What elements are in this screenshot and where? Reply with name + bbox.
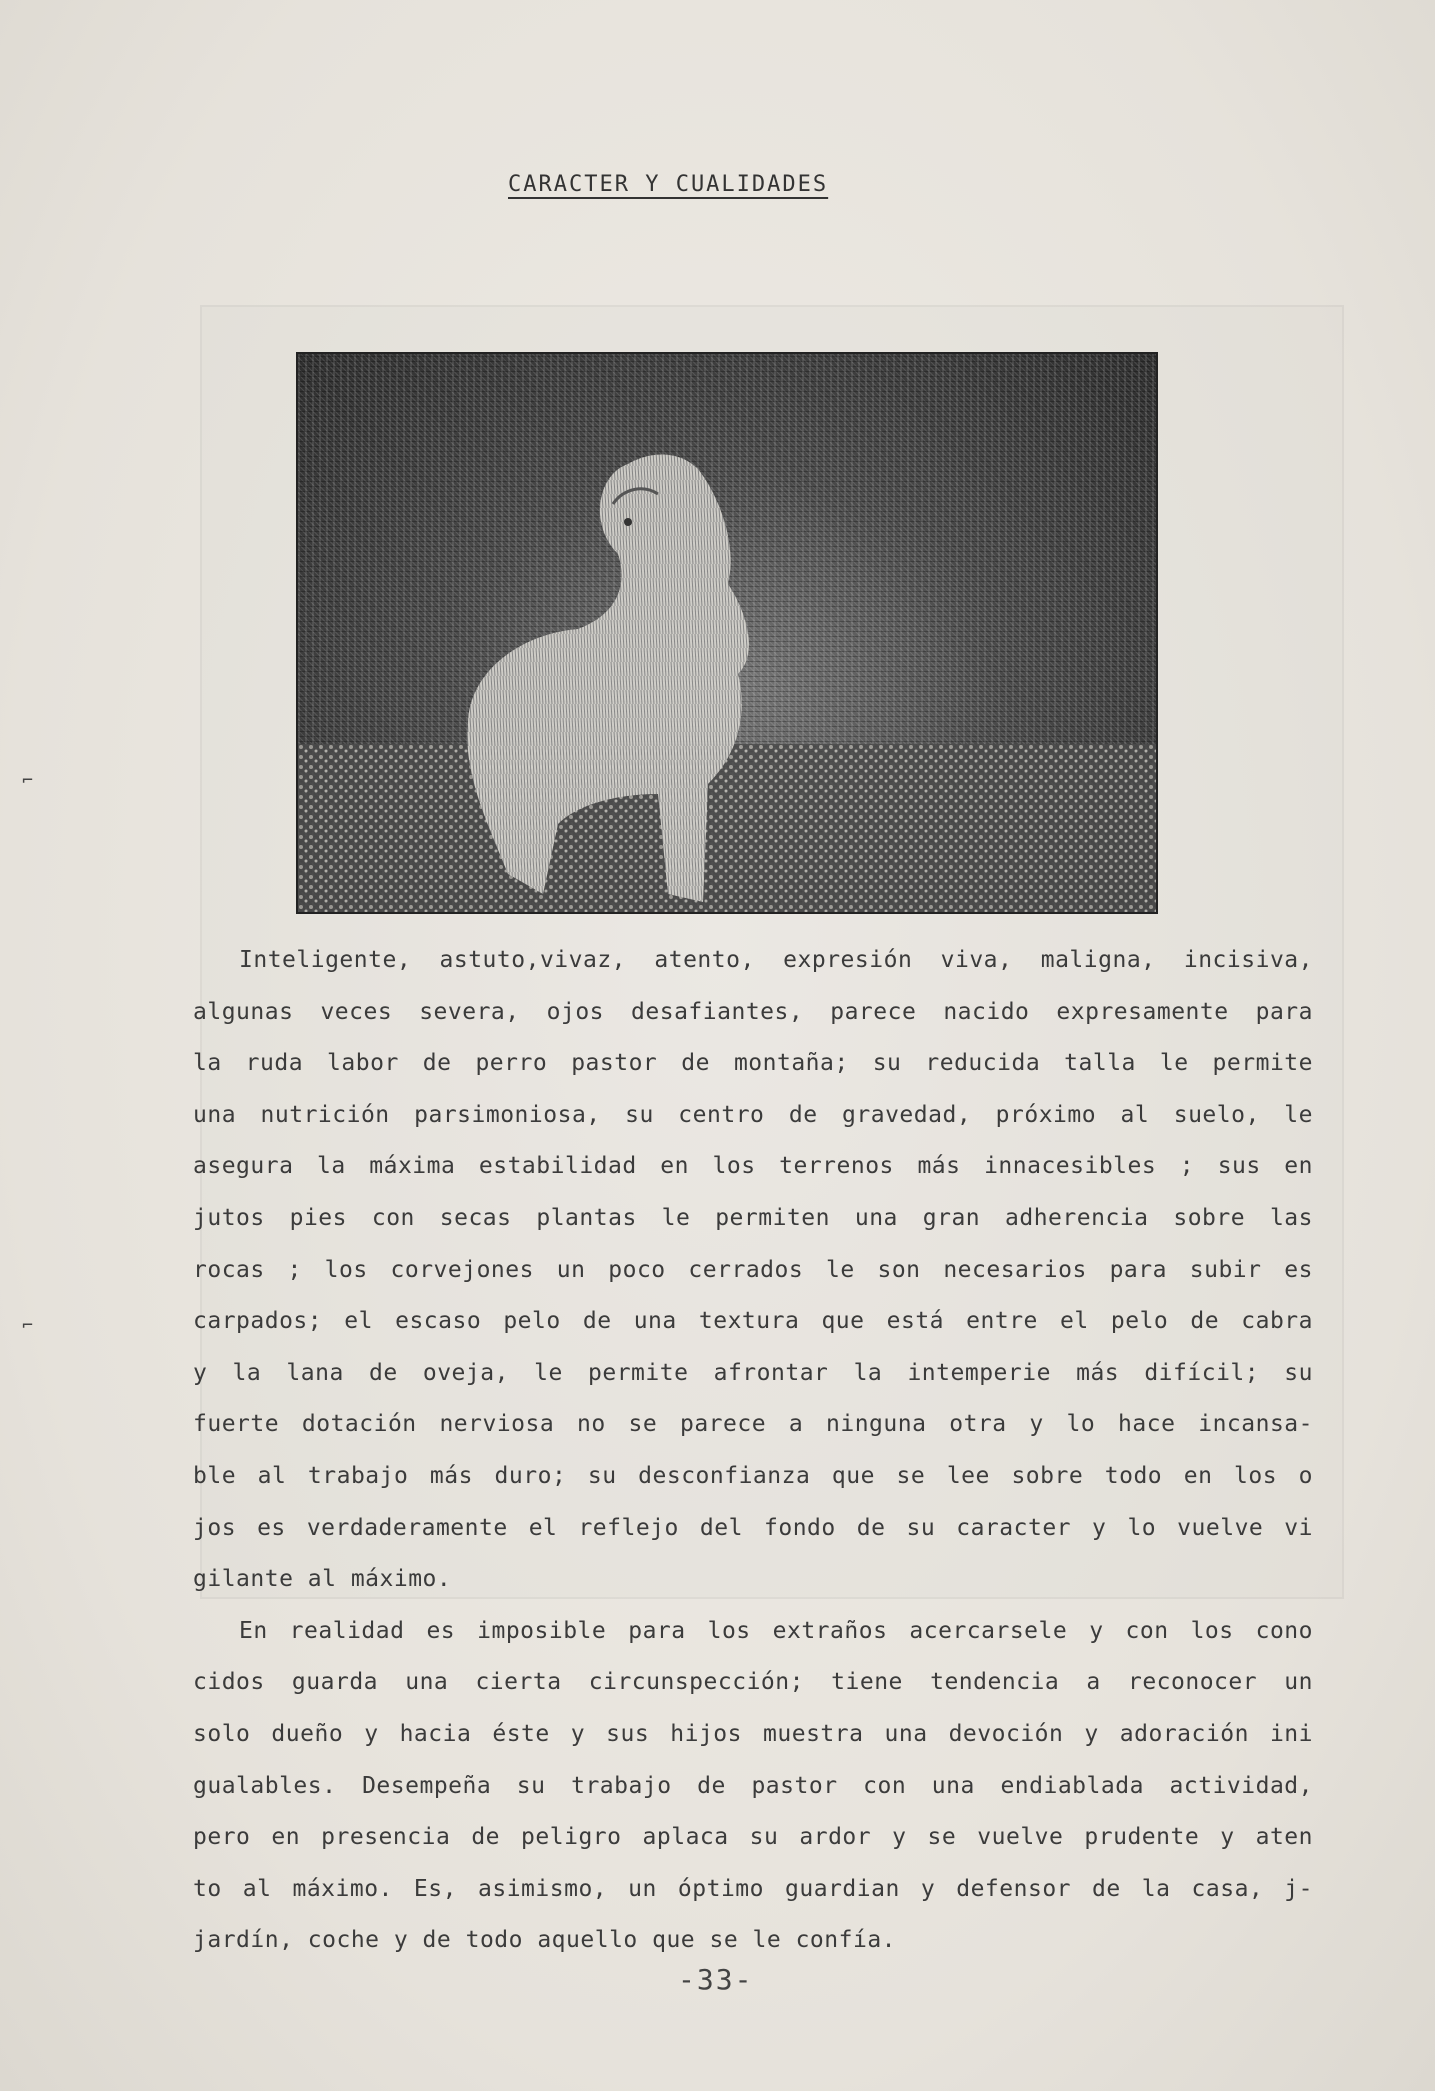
page-number: -33-: [678, 1963, 754, 1996]
text-line: la ruda labor de perro pastor de montaña; su reducida talla le permite: [193, 1050, 1313, 1077]
margin-tick: ⌐: [22, 1315, 33, 1336]
text-line: ble al trabajo más duro; su desconfianza que se lee sobre todo en los o: [193, 1462, 1313, 1489]
text-line: gualables. Desempeña su trabajo de pastor con una endiablada actividad,: [193, 1772, 1313, 1799]
body-text: [193, 935, 1313, 1967]
text-line: una nutrición parsimoniosa, su centro de gravedad, próximo al suelo, le: [193, 1101, 1313, 1128]
text-line: rocas ; los corvejones un poco cerrados le son necesarios para subir es: [193, 1256, 1313, 1283]
dog-silhouette: [298, 354, 1156, 912]
dog-photograph: [296, 352, 1158, 914]
text-line: asegura la máxima estabilidad en los terrenos más innacesibles ; sus en: [193, 1153, 1313, 1180]
text-line: jardín, coche y de todo aquello que se le confía.: [193, 1927, 897, 1954]
text-line: y la lana de oveja, le permite afrontar la intemperie más difícil; su: [193, 1359, 1313, 1386]
text-line: algunas veces severa, ojos desafiantes, parece nacido expresamente para: [193, 998, 1313, 1025]
text-line: En realidad es imposible para los extraños acercarsele y con los cono: [239, 1617, 1313, 1644]
text-line: gilante al máximo.: [193, 1566, 452, 1593]
text-line: jos es verdaderamente el reflejo del fondo de su caracter y lo vuelve vi: [193, 1514, 1313, 1541]
text-line: to al máximo. Es, asimismo, un óptimo guardian y defensor de la casa, j-: [193, 1875, 1313, 1902]
text-line: jutos pies con secas plantas le permiten una gran adherencia sobre las: [193, 1204, 1313, 1231]
text-line: Inteligente, astuto,vivaz, atento, expresión viva, maligna, incisiva,: [239, 947, 1313, 973]
text-line: solo dueño y hacia éste y sus hijos muestra una devoción y adoración ini: [193, 1720, 1313, 1747]
text-line: pero en presencia de peligro aplaca su ardor y se vuelve prudente y aten: [193, 1824, 1313, 1851]
text-line: fuerte dotación nerviosa no se parece a ninguna otra y lo hace incansa-: [193, 1411, 1313, 1438]
margin-tick: ⌐: [22, 770, 33, 791]
text-line: carpados; el escaso pelo de una textura que está entre el pelo de cabra: [193, 1308, 1313, 1335]
text-line: cidos guarda una cierta circunspección; tiene tendencia a reconocer un: [193, 1669, 1313, 1696]
page-title: CARACTER Y CUALIDADES: [508, 172, 829, 197]
